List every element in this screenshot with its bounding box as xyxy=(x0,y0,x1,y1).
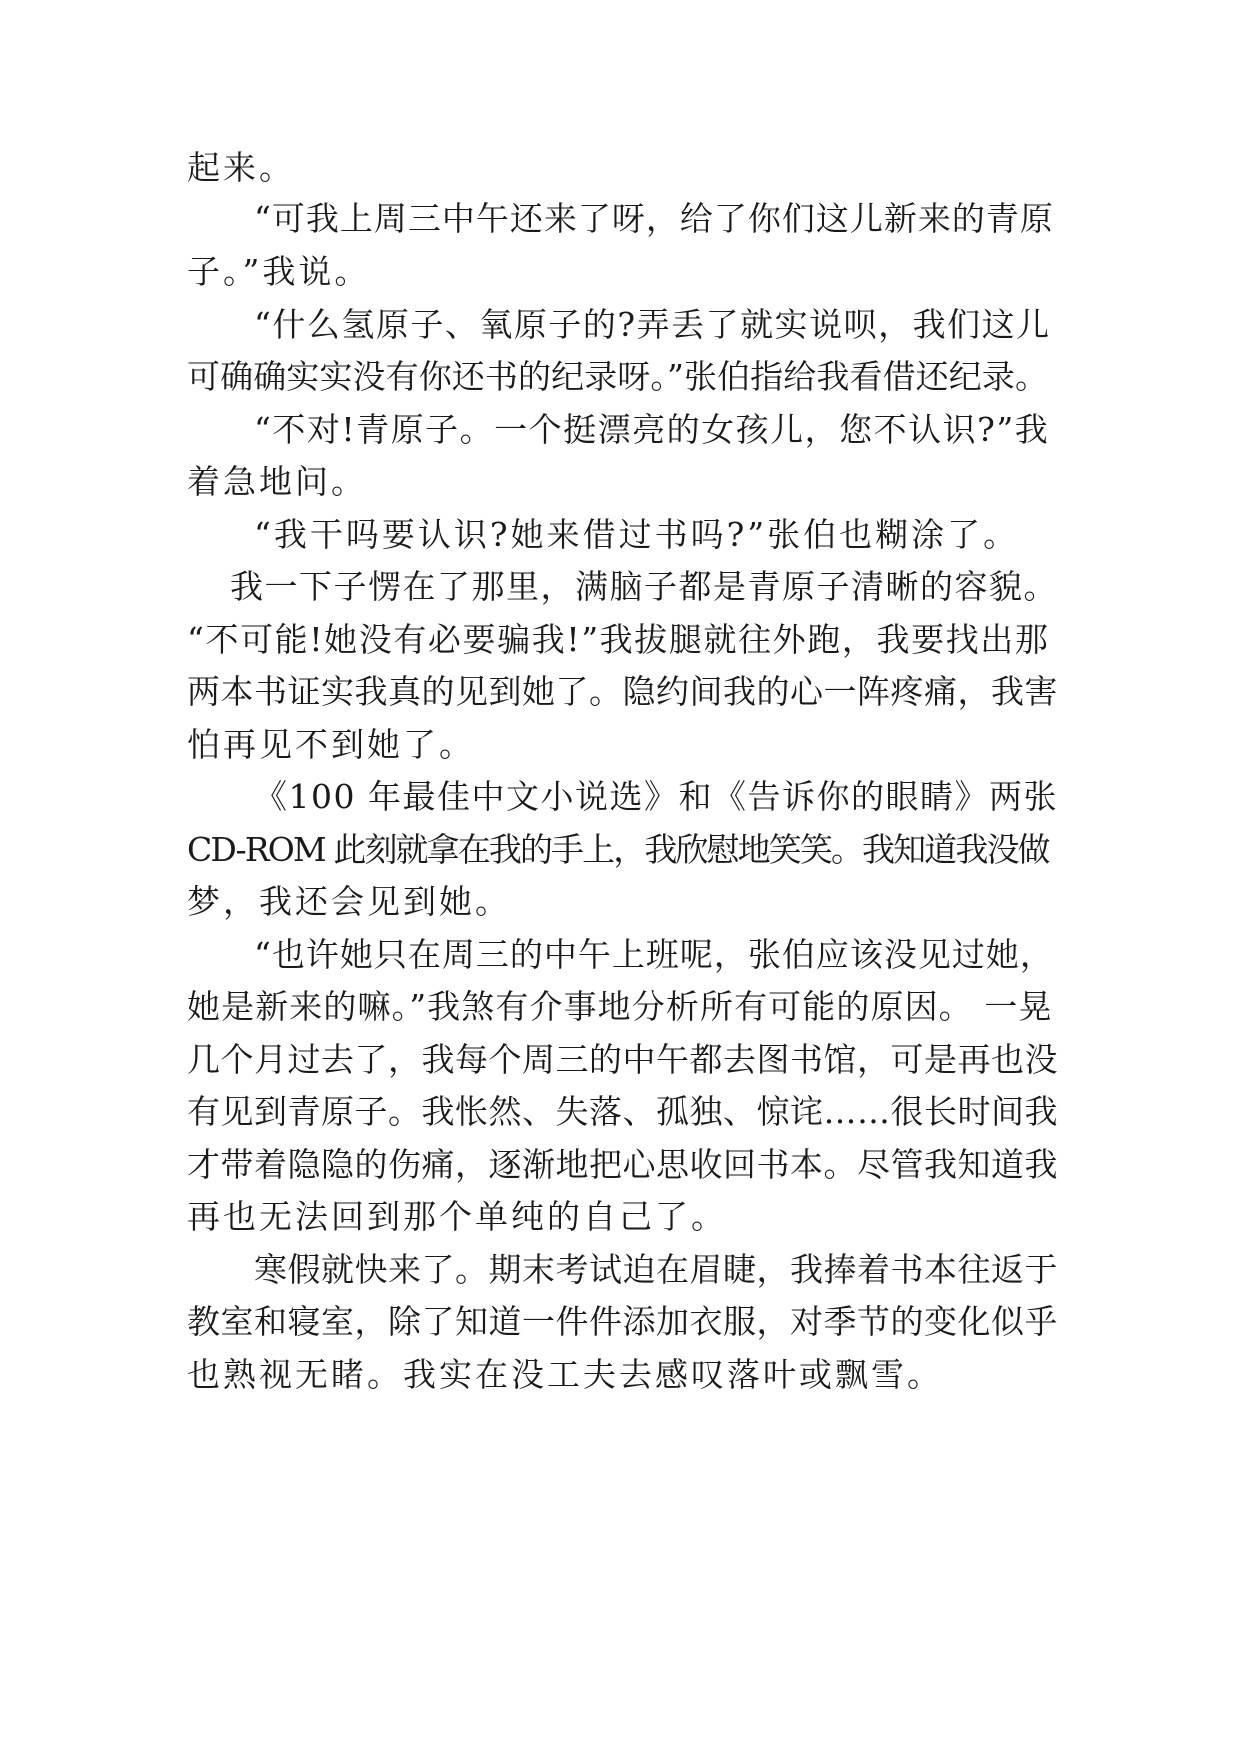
text-line: “不可能!她没有必要骗我!”我拔腿就往外跑，我要找出那 xyxy=(187,620,1050,659)
text-line: 才带着隐隐的伤痛，逐渐地把心思收回书本。尽管我知道我 xyxy=(187,1145,1058,1184)
text-line: “我干吗要认识?她来借过书吗?”张伯也糊涂了。 xyxy=(254,515,1020,554)
text-line: “也许她只在周三的中午上班呢，张伯应该没见过她， xyxy=(254,935,1054,974)
text-line: 也熟视无睹。我实在没工夫去感叹落叶或飘雪。 xyxy=(187,1355,943,1394)
text-line: 怕再见不到她了。 xyxy=(187,725,475,764)
text-line: “什么氢原子、氧原子的?弄丢了就实说呗，我们这儿 xyxy=(254,305,1051,344)
text-line: 可确确实实没有你还书的纪录呀。”张伯指给我看借还纪录。 xyxy=(187,357,1049,396)
text-line: 《100 年最佳中文小说选》和《告诉你的眼睛》两张 xyxy=(254,777,1058,816)
text-line: 有见到青原子。我怅然、失落、孤独、惊诧……很长时间我 xyxy=(187,1092,1058,1131)
text-line: 起来。 xyxy=(187,148,295,187)
text-line: 两本书证实我真的见到她了。隐约间我的心一阵疼痛，我害 xyxy=(187,672,1058,711)
text-line: 几个月过去了，我每个周三的中午都去图书馆，可是再也没 xyxy=(187,1040,1058,1079)
text-line: “可我上周三中午还来了呀，给了你们这儿新来的青原 xyxy=(254,199,1054,238)
text-line: “不对!青原子。一个挺漂亮的女孩儿，您不认识?”我 xyxy=(254,410,1050,449)
text-line: 教室和寝室，除了知道一件件添加衣服，对季节的变化似乎 xyxy=(187,1302,1058,1341)
text-line: 寒假就快来了。期末考试迫在眉睫，我捧着书本往返于 xyxy=(254,1250,1058,1289)
text-line: CD-ROM 此刻就拿在我的手上，我欣慰地笑笑。我知道我没做 xyxy=(187,830,1049,869)
text-line: 子。”我说。 xyxy=(187,252,371,291)
text-line: 再也无法回到那个单纯的自己了。 xyxy=(187,1197,727,1236)
text-line: 我一下子愣在了那里，满脑子都是青原子清晰的容貌。 xyxy=(230,567,1058,606)
text-line: 着急地问。 xyxy=(187,462,367,501)
text-line: 梦，我还会见到她。 xyxy=(187,882,511,921)
text-line: 她是新来的嘛。”我煞有介事地分析所有可能的原因。 一晃 xyxy=(187,987,1053,1026)
